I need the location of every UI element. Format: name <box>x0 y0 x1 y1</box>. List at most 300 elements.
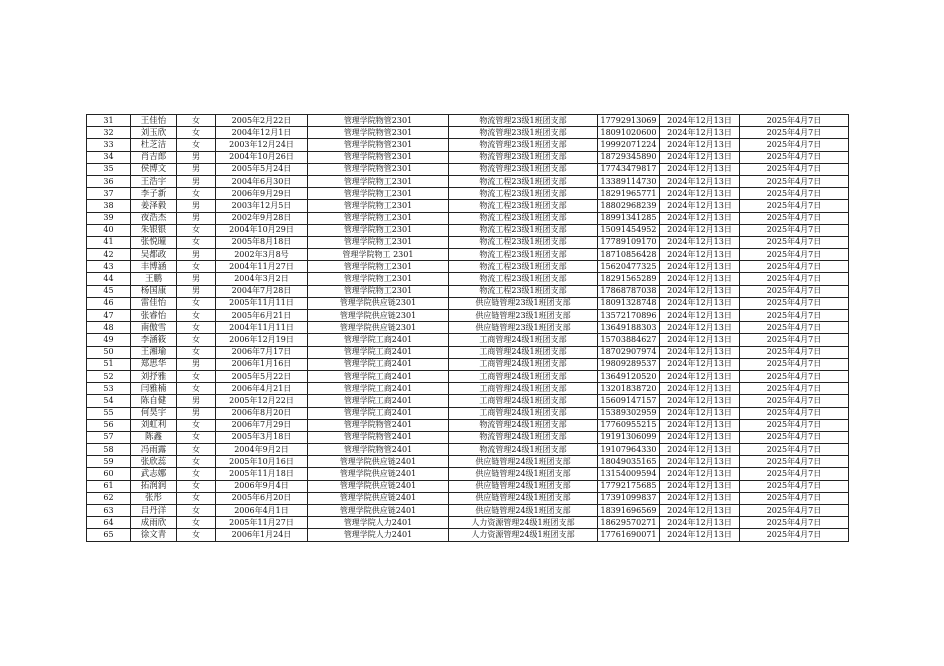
date-cell: 2024年12月13日 <box>660 505 740 517</box>
table-row <box>87 492 849 504</box>
index-cell: 60 <box>87 468 131 480</box>
index-cell: 57 <box>87 431 131 443</box>
birthdate-cell: 2006年1月16日 <box>216 358 308 370</box>
name-cell: 张悦曈 <box>131 236 177 248</box>
index-cell: 62 <box>87 492 131 504</box>
branch-cell: 人力资源管理24级1班团支部 <box>449 529 598 541</box>
birthdate-cell: 2006年9月4日 <box>216 480 308 492</box>
branch-cell: 工商管理24级1班团支部 <box>449 383 598 395</box>
date2-cell: 2025年4月7日 <box>740 224 849 236</box>
index-cell: 65 <box>87 529 131 541</box>
index-cell: 32 <box>87 127 131 139</box>
gender-cell: 女 <box>177 383 216 395</box>
birthdate-cell: 2005年11月27日 <box>216 517 308 529</box>
date2-cell: 2025年4月7日 <box>740 505 849 517</box>
index-cell: 54 <box>87 395 131 407</box>
index-cell: 39 <box>87 212 131 224</box>
phone-cell: 15609147157 <box>598 395 660 407</box>
gender-cell: 男 <box>177 249 216 261</box>
name-cell: 成雨欣 <box>131 517 177 529</box>
name-cell: 丰博涵 <box>131 261 177 273</box>
class-cell: 管理学院物工 2301 <box>308 249 449 261</box>
date2-cell: 2025年4月7日 <box>740 188 849 200</box>
class-cell: 管理学院供应链2401 <box>308 456 449 468</box>
birthdate-cell: 2005年5月22日 <box>216 370 308 382</box>
name-cell: 王浩宇 <box>131 175 177 187</box>
date2-cell: 2025年4月7日 <box>740 456 849 468</box>
branch-cell: 物流工程23级1班团支部 <box>449 175 598 187</box>
date2-cell: 2025年4月7日 <box>740 370 849 382</box>
class-cell: 管理学院人力2401 <box>308 529 449 541</box>
table-row <box>87 200 849 212</box>
phone-cell: 13389114730 <box>598 175 660 187</box>
date-cell: 2024年12月13日 <box>660 334 740 346</box>
date2-cell: 2025年4月7日 <box>740 310 849 322</box>
gender-cell: 女 <box>177 139 216 151</box>
date-cell: 2024年12月13日 <box>660 383 740 395</box>
date-cell: 2024年12月13日 <box>660 407 740 419</box>
branch-cell: 物流工程23级1班团支部 <box>449 188 598 200</box>
birthdate-cell: 2006年8月20日 <box>216 407 308 419</box>
class-cell: 管理学院工商2401 <box>308 395 449 407</box>
phone-cell: 18091328748 <box>598 297 660 309</box>
class-cell: 管理学院物管2301 <box>308 139 449 151</box>
name-cell: 刘虹利 <box>131 419 177 431</box>
name-cell: 刘玉欣 <box>131 127 177 139</box>
gender-cell: 女 <box>177 115 216 127</box>
name-cell: 王湘瑜 <box>131 346 177 358</box>
member-table <box>86 114 849 542</box>
table-row <box>87 261 849 273</box>
table-row <box>87 212 849 224</box>
date-cell: 2024年12月13日 <box>660 395 740 407</box>
date-cell: 2024年12月13日 <box>660 322 740 334</box>
class-cell: 管理学院供应链2401 <box>308 492 449 504</box>
phone-cell: 15703884627 <box>598 334 660 346</box>
name-cell: 南傲雪 <box>131 322 177 334</box>
date2-cell: 2025年4月7日 <box>740 212 849 224</box>
name-cell: 肖吉郎 <box>131 151 177 163</box>
table-row <box>87 517 849 529</box>
table-row <box>87 297 849 309</box>
date2-cell: 2025年4月7日 <box>740 480 849 492</box>
gender-cell: 女 <box>177 224 216 236</box>
branch-cell: 物流管理23级1班团支部 <box>449 115 598 127</box>
branch-cell: 物流管理24级1班团支部 <box>449 444 598 456</box>
gender-cell: 男 <box>177 407 216 419</box>
birthdate-cell: 2005年11月11日 <box>216 297 308 309</box>
name-cell: 张欣蕊 <box>131 456 177 468</box>
index-cell: 61 <box>87 480 131 492</box>
date2-cell: 2025年4月7日 <box>740 383 849 395</box>
gender-cell: 男 <box>177 163 216 175</box>
phone-cell: 18091020600 <box>598 127 660 139</box>
index-cell: 64 <box>87 517 131 529</box>
phone-cell: 19992071224 <box>598 139 660 151</box>
birthdate-cell: 2005年10月16日 <box>216 456 308 468</box>
birthdate-cell: 2006年7月17日 <box>216 346 308 358</box>
branch-cell: 物流工程23级1班团支部 <box>449 200 598 212</box>
table-row <box>87 383 849 395</box>
class-cell: 管理学院物工2301 <box>308 212 449 224</box>
date2-cell: 2025年4月7日 <box>740 468 849 480</box>
gender-cell: 女 <box>177 517 216 529</box>
phone-cell: 19107964330 <box>598 444 660 456</box>
table-row <box>87 480 849 492</box>
gender-cell: 女 <box>177 261 216 273</box>
class-cell: 管理学院供应链2301 <box>308 310 449 322</box>
branch-cell: 工商管理24级1班团支部 <box>449 407 598 419</box>
date-cell: 2024年12月13日 <box>660 310 740 322</box>
date-cell: 2024年12月13日 <box>660 139 740 151</box>
gender-cell: 男 <box>177 151 216 163</box>
class-cell: 管理学院供应链2301 <box>308 322 449 334</box>
phone-cell: 18049035165 <box>598 456 660 468</box>
date-cell: 2024年12月13日 <box>660 249 740 261</box>
gender-cell: 女 <box>177 188 216 200</box>
date-cell: 2024年12月13日 <box>660 285 740 297</box>
birthdate-cell: 2006年12月19日 <box>216 334 308 346</box>
date-cell: 2024年12月13日 <box>660 456 740 468</box>
name-cell: 侯博文 <box>131 163 177 175</box>
name-cell: 朱银银 <box>131 224 177 236</box>
class-cell: 管理学院物工2301 <box>308 188 449 200</box>
table-row <box>87 139 849 151</box>
table-row <box>87 273 849 285</box>
branch-cell: 物流管理23级1班团支部 <box>449 151 598 163</box>
name-cell: 陈鑫 <box>131 431 177 443</box>
gender-cell: 女 <box>177 127 216 139</box>
birthdate-cell: 2006年7月29日 <box>216 419 308 431</box>
table-row <box>87 407 849 419</box>
birthdate-cell: 2005年3月18日 <box>216 431 308 443</box>
branch-cell: 物流工程23级1班团支部 <box>449 273 598 285</box>
gender-cell: 女 <box>177 468 216 480</box>
branch-cell: 工商管理24级1班团支部 <box>449 334 598 346</box>
index-cell: 56 <box>87 419 131 431</box>
gender-cell: 女 <box>177 346 216 358</box>
date-cell: 2024年12月13日 <box>660 261 740 273</box>
gender-cell: 男 <box>177 212 216 224</box>
phone-cell: 17792913069 <box>598 115 660 127</box>
class-cell: 管理学院物管2301 <box>308 115 449 127</box>
date2-cell: 2025年4月7日 <box>740 200 849 212</box>
branch-cell: 供应链管理23级1班团支部 <box>449 297 598 309</box>
gender-cell: 女 <box>177 322 216 334</box>
phone-cell: 18710856428 <box>598 249 660 261</box>
date-cell: 2024年12月13日 <box>660 236 740 248</box>
table-row <box>87 310 849 322</box>
date-cell: 2024年12月13日 <box>660 529 740 541</box>
index-cell: 43 <box>87 261 131 273</box>
name-cell: 李子新 <box>131 188 177 200</box>
index-cell: 40 <box>87 224 131 236</box>
class-cell: 管理学院工商2401 <box>308 346 449 358</box>
date-cell: 2024年12月13日 <box>660 273 740 285</box>
table-row <box>87 175 849 187</box>
table-row <box>87 395 849 407</box>
name-cell: 徐文青 <box>131 529 177 541</box>
class-cell: 管理学院供应链2301 <box>308 297 449 309</box>
date-cell: 2024年12月13日 <box>660 492 740 504</box>
name-cell: 冯雨露 <box>131 444 177 456</box>
name-cell: 刘抒雅 <box>131 370 177 382</box>
birthdate-cell: 2005年8月18日 <box>216 236 308 248</box>
date2-cell: 2025年4月7日 <box>740 395 849 407</box>
table-row <box>87 224 849 236</box>
phone-cell: 19809289537 <box>598 358 660 370</box>
branch-cell: 物流管理23级1班团支部 <box>449 127 598 139</box>
index-cell: 49 <box>87 334 131 346</box>
gender-cell: 女 <box>177 431 216 443</box>
table-row <box>87 529 849 541</box>
name-cell: 武志娜 <box>131 468 177 480</box>
birthdate-cell: 2005年6月20日 <box>216 492 308 504</box>
class-cell: 管理学院物管2301 <box>308 151 449 163</box>
date2-cell: 2025年4月7日 <box>740 407 849 419</box>
birthdate-cell: 2004年10月29日 <box>216 224 308 236</box>
birthdate-cell: 2004年10月26日 <box>216 151 308 163</box>
index-cell: 53 <box>87 383 131 395</box>
birthdate-cell: 2006年4月21日 <box>216 383 308 395</box>
branch-cell: 物流工程23级1班团支部 <box>449 249 598 261</box>
date-cell: 2024年12月13日 <box>660 224 740 236</box>
index-cell: 51 <box>87 358 131 370</box>
date2-cell: 2025年4月7日 <box>740 261 849 273</box>
index-cell: 31 <box>87 115 131 127</box>
phone-cell: 15389302959 <box>598 407 660 419</box>
name-cell: 夜浩杰 <box>131 212 177 224</box>
table-row <box>87 151 849 163</box>
phone-cell: 17868787038 <box>598 285 660 297</box>
birthdate-cell: 2005年12月22日 <box>216 395 308 407</box>
date2-cell: 2025年4月7日 <box>740 273 849 285</box>
name-cell: 李涵筱 <box>131 334 177 346</box>
date2-cell: 2025年4月7日 <box>740 419 849 431</box>
table-row <box>87 322 849 334</box>
table-row <box>87 370 849 382</box>
date2-cell: 2025年4月7日 <box>740 297 849 309</box>
index-cell: 34 <box>87 151 131 163</box>
index-cell: 48 <box>87 322 131 334</box>
branch-cell: 工商管理24级1班团支部 <box>449 395 598 407</box>
gender-cell: 女 <box>177 492 216 504</box>
gender-cell: 女 <box>177 297 216 309</box>
gender-cell: 女 <box>177 529 216 541</box>
class-cell: 管理学院供应链2401 <box>308 480 449 492</box>
gender-cell: 女 <box>177 456 216 468</box>
phone-cell: 18991341285 <box>598 212 660 224</box>
branch-cell: 工商管理24级1班团支部 <box>449 370 598 382</box>
name-cell: 吴都政 <box>131 249 177 261</box>
date2-cell: 2025年4月7日 <box>740 249 849 261</box>
phone-cell: 19191306099 <box>598 431 660 443</box>
branch-cell: 供应链管理23级1班团支部 <box>449 310 598 322</box>
date-cell: 2024年12月13日 <box>660 297 740 309</box>
date-cell: 2024年12月13日 <box>660 468 740 480</box>
date-cell: 2024年12月13日 <box>660 517 740 529</box>
table-row <box>87 358 849 370</box>
date-cell: 2024年12月13日 <box>660 127 740 139</box>
birthdate-cell: 2004年6月30日 <box>216 175 308 187</box>
class-cell: 管理学院物工2301 <box>308 175 449 187</box>
table-row <box>87 456 849 468</box>
date2-cell: 2025年4月7日 <box>740 529 849 541</box>
birthdate-cell: 2006年9月29日 <box>216 188 308 200</box>
birthdate-cell: 2006年4月1日 <box>216 505 308 517</box>
class-cell: 管理学院工商2401 <box>308 334 449 346</box>
date2-cell: 2025年4月7日 <box>740 358 849 370</box>
name-cell: 吕丹洋 <box>131 505 177 517</box>
birthdate-cell: 2005年11月18日 <box>216 468 308 480</box>
phone-cell: 18291965771 <box>598 188 660 200</box>
name-cell: 雷佳怡 <box>131 297 177 309</box>
index-cell: 52 <box>87 370 131 382</box>
phone-cell: 17761690071 <box>598 529 660 541</box>
table-row <box>87 249 849 261</box>
index-cell: 33 <box>87 139 131 151</box>
date2-cell: 2025年4月7日 <box>740 151 849 163</box>
branch-cell: 物流工程23级1班团支部 <box>449 224 598 236</box>
class-cell: 管理学院工商2401 <box>308 383 449 395</box>
index-cell: 47 <box>87 310 131 322</box>
index-cell: 37 <box>87 188 131 200</box>
name-cell: 张睿怡 <box>131 310 177 322</box>
date-cell: 2024年12月13日 <box>660 188 740 200</box>
phone-cell: 17743479817 <box>598 163 660 175</box>
date2-cell: 2025年4月7日 <box>740 175 849 187</box>
birthdate-cell: 2004年7月28日 <box>216 285 308 297</box>
gender-cell: 女 <box>177 334 216 346</box>
index-cell: 35 <box>87 163 131 175</box>
name-cell: 张彤 <box>131 492 177 504</box>
index-cell: 36 <box>87 175 131 187</box>
phone-cell: 13154009594 <box>598 468 660 480</box>
date2-cell: 2025年4月7日 <box>740 444 849 456</box>
index-cell: 44 <box>87 273 131 285</box>
index-cell: 45 <box>87 285 131 297</box>
phone-cell: 13649188303 <box>598 322 660 334</box>
gender-cell: 男 <box>177 175 216 187</box>
table-row <box>87 468 849 480</box>
birthdate-cell: 2002年9月28日 <box>216 212 308 224</box>
phone-cell: 15620477325 <box>598 261 660 273</box>
name-cell: 姜泽毅 <box>131 200 177 212</box>
index-cell: 58 <box>87 444 131 456</box>
class-cell: 管理学院人力2401 <box>308 517 449 529</box>
date2-cell: 2025年4月7日 <box>740 431 849 443</box>
phone-cell: 18702907974 <box>598 346 660 358</box>
class-cell: 管理学院物工2301 <box>308 285 449 297</box>
date-cell: 2024年12月13日 <box>660 200 740 212</box>
birthdate-cell: 2004年3月2日 <box>216 273 308 285</box>
name-cell: 杜芝洁 <box>131 139 177 151</box>
date2-cell: 2025年4月7日 <box>740 492 849 504</box>
gender-cell: 男 <box>177 285 216 297</box>
gender-cell: 女 <box>177 310 216 322</box>
gender-cell: 女 <box>177 236 216 248</box>
class-cell: 管理学院供应链2401 <box>308 505 449 517</box>
class-cell: 管理学院物工2301 <box>308 224 449 236</box>
gender-cell: 男 <box>177 395 216 407</box>
table-row <box>87 127 849 139</box>
date-cell: 2024年12月13日 <box>660 115 740 127</box>
branch-cell: 工商管理24级1班团支部 <box>449 358 598 370</box>
branch-cell: 工商管理24级1班团支部 <box>449 346 598 358</box>
table-body <box>87 115 849 542</box>
date-cell: 2024年12月13日 <box>660 163 740 175</box>
gender-cell: 男 <box>177 358 216 370</box>
index-cell: 38 <box>87 200 131 212</box>
class-cell: 管理学院物管2301 <box>308 163 449 175</box>
birthdate-cell: 2005年2月22日 <box>216 115 308 127</box>
table-row <box>87 285 849 297</box>
name-cell: 王鹏 <box>131 273 177 285</box>
table-row <box>87 188 849 200</box>
date-cell: 2024年12月13日 <box>660 431 740 443</box>
branch-cell: 供应链管理24级1班团支部 <box>449 480 598 492</box>
date-cell: 2024年12月13日 <box>660 419 740 431</box>
branch-cell: 物流管理23级1班团支部 <box>449 139 598 151</box>
date-cell: 2024年12月13日 <box>660 346 740 358</box>
gender-cell: 女 <box>177 444 216 456</box>
date2-cell: 2025年4月7日 <box>740 139 849 151</box>
branch-cell: 物流工程23级1班团支部 <box>449 285 598 297</box>
name-cell: 何昊宇 <box>131 407 177 419</box>
phone-cell: 18391696569 <box>598 505 660 517</box>
branch-cell: 供应链管理24级1班团支部 <box>449 505 598 517</box>
date-cell: 2024年12月13日 <box>660 370 740 382</box>
date-cell: 2024年12月13日 <box>660 151 740 163</box>
phone-cell: 17792175685 <box>598 480 660 492</box>
class-cell: 管理学院工商2401 <box>308 370 449 382</box>
name-cell: 郑思华 <box>131 358 177 370</box>
index-cell: 59 <box>87 456 131 468</box>
date2-cell: 2025年4月7日 <box>740 334 849 346</box>
branch-cell: 供应链管理24级1班团支部 <box>449 492 598 504</box>
table-row <box>87 419 849 431</box>
name-cell: 闫雅楠 <box>131 383 177 395</box>
birthdate-cell: 2003年12月24日 <box>216 139 308 151</box>
table-row <box>87 346 849 358</box>
phone-cell: 18291565289 <box>598 273 660 285</box>
phone-cell: 13572170896 <box>598 310 660 322</box>
date-cell: 2024年12月13日 <box>660 212 740 224</box>
date2-cell: 2025年4月7日 <box>740 127 849 139</box>
class-cell: 管理学院工商2401 <box>308 407 449 419</box>
phone-cell: 15091454952 <box>598 224 660 236</box>
birthdate-cell: 2004年9月2日 <box>216 444 308 456</box>
date2-cell: 2025年4月7日 <box>740 322 849 334</box>
class-cell: 管理学院物工2301 <box>308 261 449 273</box>
phone-cell: 13649120520 <box>598 370 660 382</box>
gender-cell: 男 <box>177 200 216 212</box>
name-cell: 王佳怡 <box>131 115 177 127</box>
class-cell: 管理学院物工2301 <box>308 273 449 285</box>
class-cell: 管理学院物工2301 <box>308 200 449 212</box>
phone-cell: 18802968239 <box>598 200 660 212</box>
table-row <box>87 236 849 248</box>
phone-cell: 17789109170 <box>598 236 660 248</box>
birthdate-cell: 2004年12月1日 <box>216 127 308 139</box>
branch-cell: 物流工程23级1班团支部 <box>449 236 598 248</box>
birthdate-cell: 2006年1月24日 <box>216 529 308 541</box>
phone-cell: 18629570271 <box>598 517 660 529</box>
table-row <box>87 431 849 443</box>
date2-cell: 2025年4月7日 <box>740 285 849 297</box>
phone-cell: 17391099837 <box>598 492 660 504</box>
birthdate-cell: 2002年3月8号 <box>216 249 308 261</box>
